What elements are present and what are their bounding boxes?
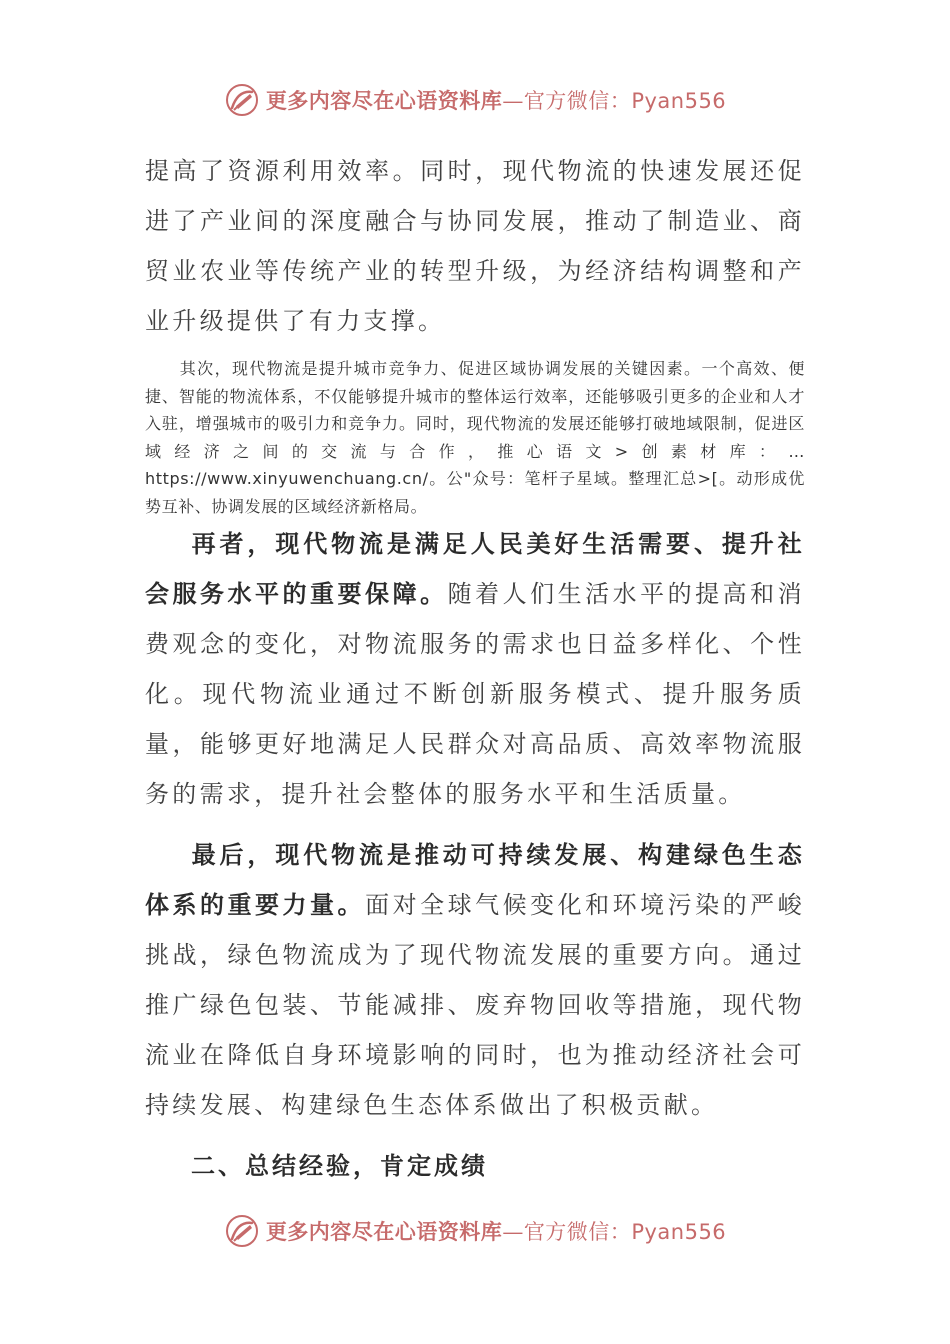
header-watermark: [0, 80, 950, 120]
watermark-account: Pyan556: [631, 89, 727, 113]
pen-logo-icon: [224, 82, 260, 118]
watermark-wechat-label: 官方微信：: [523, 1220, 632, 1244]
paragraph-4-body: 面对全球气候变化和环境污染的严峻挑战，绿色物流成为了现代物流发展的重要方向。通过推广绿色包装、节能减排、废弃物回收等措施，现代物流业在降低自身环境影响的同时，也为推动经济社会可持续发展、构建绿色生态体系做出了积极贡献。: [145, 891, 805, 1119]
watermark-text: [266, 1216, 726, 1246]
section-heading-text: 二、总结经验，肯定成绩: [191, 1152, 488, 1180]
footer-watermark: [0, 1211, 950, 1251]
paragraph-1: [145, 146, 805, 346]
section-heading: [145, 1141, 805, 1191]
paragraph-4-lead: 最后，现代物流是推动可持续发展、构建绿色生态体系的重要力量。: [145, 841, 805, 919]
paragraph-3: [145, 519, 805, 819]
watermark-site: 更多内容尽在心语资料库: [265, 88, 503, 113]
paragraph-4: [145, 830, 805, 1130]
paragraph-2: [145, 355, 805, 520]
watermark-separator: —: [502, 1220, 524, 1244]
watermark-separator: —: [502, 89, 524, 113]
paragraph-2-text: 其次，现代物流是提升城市竞争力、促进区域协调发展的关键因素。一个高效、便捷、智能的物流体系，不仅能够提升城市的整体运行效率，还能够吸引更多的企业和人才入驻，增强城市的吸引力和竞争力。同时，现代物流的发展还能够打破地域限制，促进区域经济之间的交流与合作，推心语文>创素材库：…https://www.xinyuwenchuang.cn/。公"众号：笔杆子星域。整理汇总>[。动形成优势互补、协调发展的区域经济新格局。: [145, 359, 805, 516]
paragraph-3-body: 随着人们生活水平的提高和消费观念的变化，对物流服务的需求也日益多样化、个性化。现代物流业通过不断创新服务模式、提升服务质量，能够更好地满足人民群众对高品质、高效率物流服务的需求，提升社会整体的服务水平和生活质量。: [145, 580, 805, 808]
paragraph-3-lead: 再者，现代物流是满足人民美好生活需要、提升社会服务水平的重要保障。: [145, 530, 805, 608]
watermark-account: Pyan556: [631, 1220, 727, 1244]
watermark-site: 更多内容尽在心语资料库: [265, 1219, 503, 1244]
watermark-text: [266, 85, 726, 115]
pen-logo-icon: [224, 1213, 260, 1249]
paragraph-1-text: 提高了资源利用效率。同时，现代物流的快速发展还促进了产业间的深度融合与协同发展，推动了制造业、商贸业农业等传统产业的转型升级，为经济结构调整和产业升级提供了有力支撑。: [145, 157, 805, 335]
watermark-wechat-label: 官方微信：: [523, 89, 632, 113]
